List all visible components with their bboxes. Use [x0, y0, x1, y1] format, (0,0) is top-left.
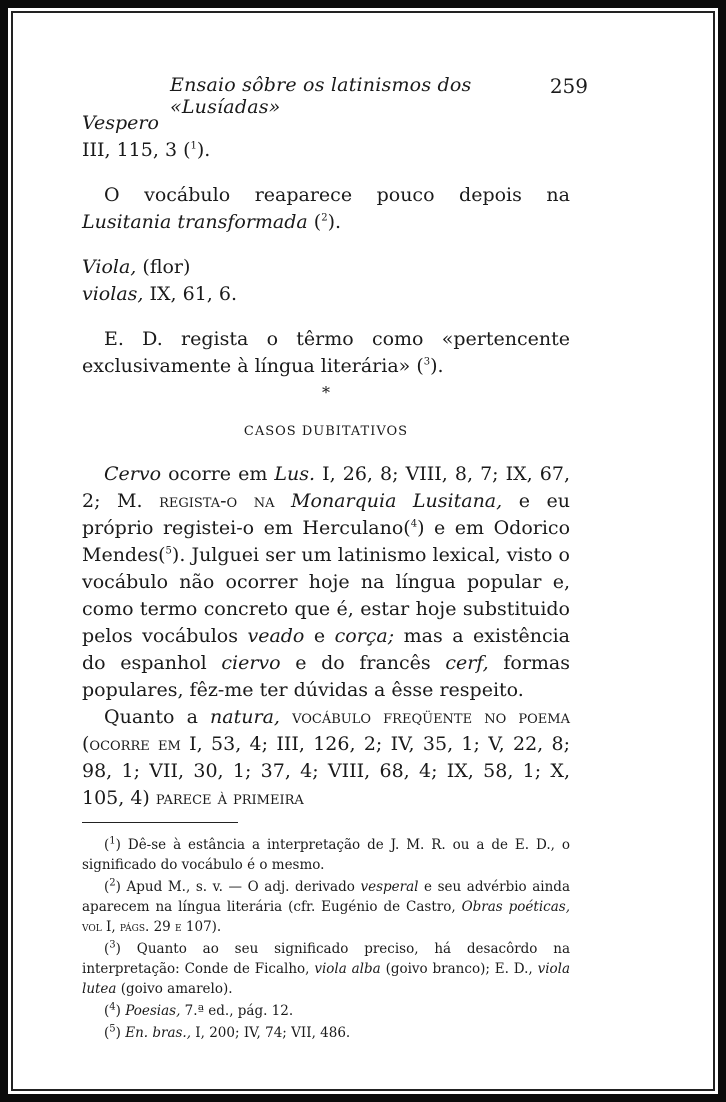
term: Monarquia Lusitana,	[291, 490, 503, 512]
note-ref-2: 2	[321, 212, 328, 224]
term: Cervo	[104, 463, 162, 485]
entry-head-vespero: Vespero	[82, 112, 159, 134]
work-title: En. bras.,	[125, 1025, 192, 1041]
note-ref-4: 4	[410, 518, 418, 530]
footnote-number: 3	[109, 939, 116, 951]
paragraph-cervo: Cervo ocorre em Lus. I, 26, 8; VIII, 8, 7; IX, 67, 2; M. regista-o na Monarquia Lusitana, e eu próprio registei-o em Herculano($^4$) e em Odorico Mendes($^5$). Julguei ser um latinismo lexical, visto o vocábulo não ocorrer hoje na língua popular e, como termo concreto que é, estar hoje substituido pelos vocábulos veado e corça; mas a existência do espanhol ciervo e do francês cerf, formas populares, fêz-me ter dúvidas a êsse respeito.	[82, 463, 571, 701]
term: corça;	[334, 625, 395, 647]
term: veado	[247, 625, 305, 647]
text: ocorre em	[161, 463, 275, 485]
paragraph-natura	[82, 704, 570, 812]
work-title: Obras poéticas,	[461, 899, 570, 915]
running-head-title: Ensaio sôbre os latinismos dos «Lusíadas»	[170, 74, 472, 118]
work-title: Poesias,	[125, 1003, 181, 1019]
entry-body-viola: E. D. regista o têrmo como «pertencente exclusivamente à língua literária» ($^3$).	[82, 328, 570, 377]
footnote-text: e seu advérbio ainda aparecem na língua literária (cfr. Eugénio de Castro,	[82, 879, 570, 915]
entry-body-text: E. D. regista o têrmo como «pertencente exclusivamente à língua literária»	[82, 328, 570, 377]
text: mas a existência do espanhol	[82, 625, 571, 674]
footnote-text: (goivo branco); E. D.,	[380, 961, 538, 977]
term: ciervo	[221, 652, 281, 674]
footnote-1: ($^1$) Dê-se à estância a interpretação de J. M. R. ou a de E. D., o significado do vocábulo é o mesmo.	[82, 835, 570, 873]
footnote-text: I, 200; IV, 74; VII, 486.	[191, 1025, 351, 1041]
entry-body-text: O vocábulo reaparece pouco depois na	[104, 184, 570, 206]
text: . Julguei ser um latinismo lexical, visto o vocábulo não ocorrer hoje na língua popular e, como termo concreto que é, estar hoje substituido pelos vocábulos	[82, 544, 570, 647]
entry-ref-text: III, 115, 3	[82, 139, 178, 161]
text: I, 26, 8; VIII, 8, 7; IX, 67, 2; M. regista-o na	[82, 463, 570, 512]
footnote-5: ($^5$) En. bras., I, 200; IV, 74; VII, 486.	[104, 1023, 351, 1041]
term: natura,	[210, 706, 280, 728]
note-ref-3: 3	[423, 356, 431, 368]
entry-head-extra: (flor)	[142, 256, 191, 278]
footnote-number: 4	[109, 1001, 116, 1013]
entry-head-viola	[82, 254, 570, 281]
footnote-text: 7.ª ed., pág. 12.	[180, 1003, 294, 1019]
entry-ref-viola	[82, 281, 570, 308]
work-title: Lusitania transformada	[82, 211, 308, 233]
text: e do francês	[280, 652, 446, 674]
text: vocábulo freqüente no poema (ocorre em I, 53, 4; III, 126, 2; IV, 35, 1; V, 22, 8; 98, 1; VII, 30, 1; 37, 4; VIII, 68, 4; IX, 58, 1; X, 105, 4) parece à primeira	[82, 706, 570, 809]
term: Lus.	[274, 463, 316, 485]
text: e	[304, 625, 335, 647]
footnote-rule	[82, 822, 238, 823]
book-page	[82, 74, 588, 1045]
note-ref-5: 5	[165, 545, 172, 557]
footnote-3: ($^3$) Quanto ao seu significado preciso, há desacôrdo na interpretação: Conde de Ficalho, viola alba (goivo branco); E. D., viola lutea (goivo amarelo).	[82, 939, 571, 997]
page-number: 259	[549, 74, 588, 98]
term: viola alba	[314, 961, 381, 977]
footnote-text: Apud M., s. v. — O adj. derivado	[120, 879, 361, 895]
footnote-number: 1	[109, 835, 116, 847]
footnote-text: (goivo amarelo).	[116, 981, 233, 997]
footnote-number: 2	[109, 877, 116, 889]
footnote-4: ($^4$) Poesias, 7.ª ed., pág. 12.	[104, 1001, 294, 1019]
entry-ref-text: IX, 61, 6.	[149, 283, 237, 305]
entry-ref-word: violas,	[82, 283, 144, 305]
text: Quanto a	[104, 706, 211, 728]
footnote-text: vol I, págs. 29 e 107).	[82, 919, 222, 935]
term: vesperal	[360, 879, 419, 895]
footnote-text: Dê-se à estância a interpretação de J. M. R. ou a de E. D., o significado do vocábulo é o mesmo.	[82, 837, 570, 873]
text: formas populares, fêz-me ter dúvidas a êsse respeito.	[82, 652, 570, 701]
note-ref-1: 1	[190, 140, 197, 152]
footnote-text: Quanto ao seu significado preciso, há desacôrdo na interpretação: Conde de Ficalho,	[82, 941, 570, 977]
text: e eu próprio registei-o em Herculano	[82, 490, 570, 539]
term: viola lutea	[82, 961, 571, 997]
footnote-2: ($^2$) Apud M., s. v. — O adj. derivado vesperal e seu advérbio ainda aparecem na língua literária (cfr. Eugénio de Castro, Obras poéticas, vol I, págs. 29 e 107).	[82, 877, 570, 935]
entry-head-word: Viola,	[82, 256, 137, 278]
text: e em Odorico Mendes	[82, 517, 571, 566]
term: cerf,	[445, 652, 489, 674]
section-title: CASOS DUBITATIVOS	[243, 424, 409, 439]
section-separator: *	[322, 383, 330, 402]
footnote-number: 5	[109, 1023, 116, 1035]
entry-ref-vespero: III, 115, 3 ($^1$).	[82, 139, 211, 161]
running-head	[82, 74, 588, 118]
entry-body-vespero: O vocábulo reaparece pouco depois na Lusitania transformada ($^2$).	[82, 184, 570, 233]
